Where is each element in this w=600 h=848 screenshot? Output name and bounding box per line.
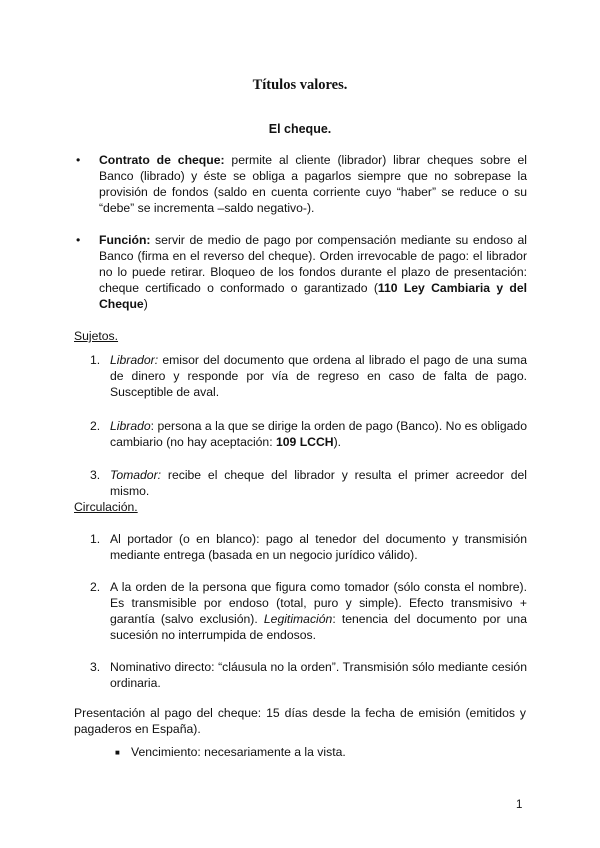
presentacion-paragraph: Presentación al pago del cheque: 15 días desde la fecha de emisión (emitidos y pagaderos en España). bbox=[74, 706, 526, 736]
sujeto-librado bbox=[110, 418, 527, 450]
term: Librado bbox=[110, 419, 151, 433]
list-number: 2. bbox=[90, 419, 101, 433]
list-number: 3. bbox=[90, 468, 101, 482]
bullet-close: ) bbox=[143, 297, 148, 311]
term-close: ). bbox=[333, 435, 342, 449]
term-text: recibe el cheque del librador y resulta el primer acreedor del mismo. bbox=[110, 468, 527, 498]
term-text: : persona a la que se dirige la orden de pago (Banco). No es obligado cambiario (no hay aceptación: bbox=[110, 419, 527, 449]
bullet-label: Contrato de cheque: bbox=[99, 153, 225, 167]
item-text: A la orden de la persona que figura como tomador (sólo consta el nombre). Es transmisible por endoso (total, puro y simple). Efecto transmisivo + garantía (salvo exclusión). bbox=[110, 580, 527, 626]
term: Librador: bbox=[110, 353, 159, 367]
item-text-after: : tenencia del documento por una sucesión no interrumpida de endosos. bbox=[110, 612, 527, 642]
bullet-funcion bbox=[99, 232, 527, 312]
list-number: 1. bbox=[90, 532, 101, 546]
circulacion-a-la-orden bbox=[110, 579, 527, 643]
bullet-contrato-de-cheque bbox=[99, 152, 527, 216]
sujeto-tomador bbox=[110, 467, 527, 499]
page-number: 1 bbox=[516, 799, 523, 811]
bullet-marker: • bbox=[76, 233, 81, 247]
circulacion-nominativo: Nominativo directo: “cláusula no la orden”. Transmisión sólo mediante cesión ordinaria. bbox=[110, 660, 527, 690]
document-title: Títulos valores. bbox=[252, 77, 348, 93]
vencimiento-item: Vencimiento: necesariamente a la vista. bbox=[131, 745, 346, 759]
heading-circulacion: Circulación. bbox=[74, 500, 138, 514]
section-title-cheque: El cheque. bbox=[268, 122, 332, 136]
bullet-marker: • bbox=[76, 153, 81, 167]
square-bullet-marker: ■ bbox=[115, 748, 120, 757]
bullet-text: permite al cliente (librador) librar cheques sobre el Banco (librado) y éste se obliga a pagarlos siempre que no sobrepase la provisión de fondos (saldo en cuenta corriente cuyo “haber” se reduce o su “debe” se incrementa –saldo negativo-). bbox=[99, 153, 527, 215]
bullet-text: servir de medio de pago por compensación mediante su endoso al Banco (firma en el reverso del cheque). Orden irrevocable de pago: el librador no lo puede retirar. Bloqueo de los fondos durante el plazo de presentación: cheque certificado o conformado o garantizado ( bbox=[99, 233, 527, 295]
circulacion-al-portador: Al portador (o en blanco): pago al tenedor del documento y transmisión mediante entrega (basada en un negocio jurídico válido). bbox=[110, 532, 527, 562]
term: Tomador: bbox=[110, 468, 162, 482]
legal-reference: 109 LCCH bbox=[275, 435, 334, 449]
term-text: emisor del documento que ordena al librado el pago de una suma de dinero y responde por vía de regreso en caso de falta de pago. Susceptible de aval. bbox=[110, 353, 527, 399]
heading-sujetos: Sujetos. bbox=[74, 329, 119, 343]
legal-reference: 110 Ley Cambiaria y del Cheque bbox=[99, 281, 527, 311]
list-number: 2. bbox=[90, 580, 101, 594]
list-number: 3. bbox=[90, 660, 101, 674]
bullet-label: Función: bbox=[99, 233, 151, 247]
sujeto-librador bbox=[110, 352, 527, 400]
term: Legitimación bbox=[263, 612, 333, 626]
list-number: 1. bbox=[90, 353, 101, 367]
